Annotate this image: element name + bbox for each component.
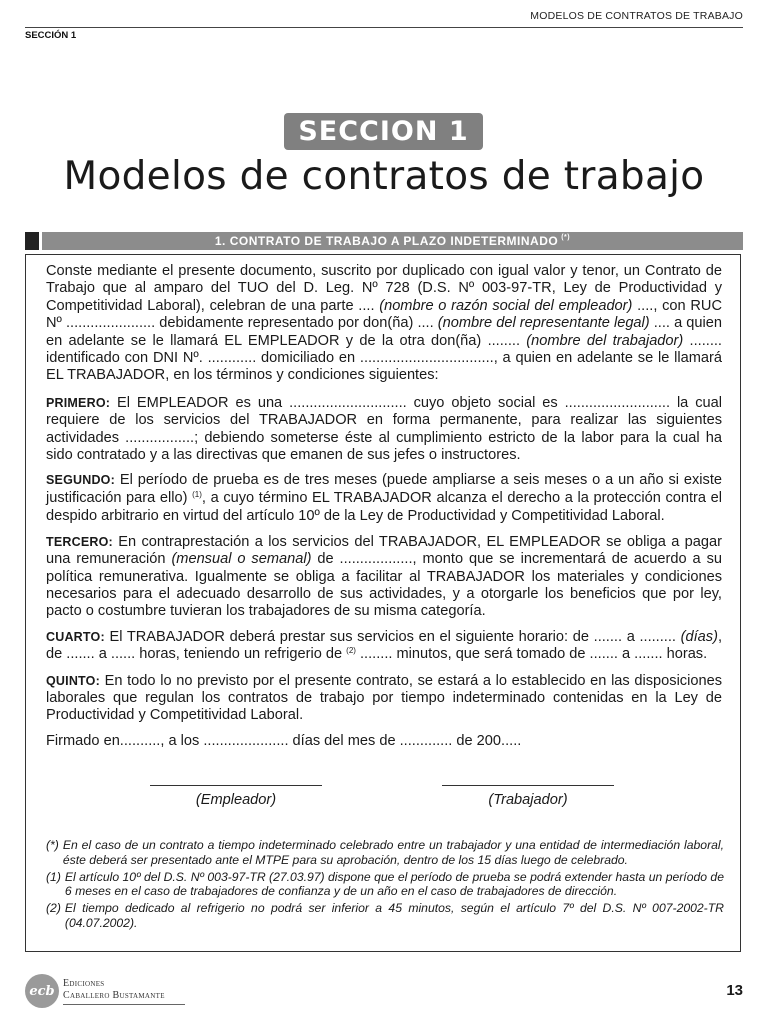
clause-text-quinto: En todo lo no previsto por el presente contrato, se estará a lo establecido en las disposiciones laborales que regulan los contratos de trabajo por tiempo indeterminado contenidas en la Ley de Productividad y Competitividad Laboral. [46,672,722,724]
employer-signature-line [150,785,322,792]
contract-heading-text: 1. CONTRATO DE TRABAJO A PLAZO INDETERMINADO [214,234,559,248]
page-number: 13 [726,982,743,999]
publisher-line-2: Caballero Bustamante [63,989,165,1001]
page-title: Modelos de contratos de trabajo [63,154,705,199]
worker-signature-line [442,785,614,792]
clause-text-cuarto-1: El TRABAJADOR deberá prestar sus servicios en el siguiente horario: de ....... a ......... [104,628,681,645]
intro-text-1: Conste mediante el presente documento, suscrito por duplicado con igual valor y tenor, un Contrato de Trabajo que al amparo del TUO del D. Leg. Nº 728 (D.S. Nº 003-97-TR, Ley de Productividad y Competitividad Laboral), celebran de una parte .... [46,263,722,314]
footnote-mark: (*) [46,838,59,852]
publisher-rule [63,1004,185,1005]
intro-italic-employer: (nombre o razón social del empleador) [379,297,633,314]
footnote-mark: (2) [46,901,61,916]
worker-signature [428,785,628,808]
clause-text-cuarto-3: ........ minutos, que será tomado de ....... a ....... horas. [355,646,708,663]
clause-cuarto [46,629,722,665]
ecb-logo-icon: ecb [25,974,59,1008]
footnote-text: El tiempo dedicado al refrigerio no podrá ser inferior a 45 minutos, según el artículo 7º del D.S. Nº 007-2002-TR (04.07.2002). [64,901,724,930]
clause-italic-cuarto: (días) [680,628,718,645]
clause-primero [46,395,722,465]
clause-text-segundo-1: El período de prueba es de tres meses (puede ampliarse a seis meses o a un año si existe justificación para ello) [46,472,722,506]
clause-label-tercero: TERCERO: [46,534,113,549]
contract-heading-mark: (*) [561,233,571,241]
header-rule [25,27,743,28]
footnote-text: En el caso de un contrato a tiempo indeterminado celebrado entre un trabajador y una entidad de intermediación laboral, éste deberá ser presentado ante el MTPE para su aprobación, dentro de los 15 días luego de celebrado. [62,838,724,867]
clause-label-cuarto: CUARTO: [46,629,105,644]
contract-heading-bar [25,232,743,250]
publisher-logo [25,974,185,1008]
intro-italic-representative: (nombre del representante legal) [437,315,650,332]
section-badge: SECCION 1 [284,113,483,150]
footnote-item [46,870,724,900]
employer-signature-label: (Empleador) [195,792,277,808]
clause-text-tercero-1: En contraprestación a los servicios del TRABAJADOR, EL EMPLEADOR se obliga a pagar una remuneración [46,533,722,568]
publisher-name [63,978,185,1005]
footnote-ref-1: (1) [192,489,202,499]
intro-text-4: ........ identificado con DNI Nº. ............ domiciliado en ................................., a quien en adelante se le llamará EL TRABAJADOR, en los términos y condiciones siguientes: [46,332,722,384]
clause-text-cuarto-2: , de ....... a ...... horas, teniendo un refrigerio de [46,628,722,663]
intro-text-3: .... a quien en adelante se le llamará EL EMPLEADOR y de la otra don(ña) ........ [46,315,722,349]
clause-text-primero: El EMPLEADOR es una ............................. cuyo objeto social es .......................... la cual requiere de los servicios del TRABAJADOR en forma permanente, para realizar las siguientes actividades .................; debiendo someterse éste al cumplimiento estricto de la labor para la cual ha sido contratado y a las directivas que emanen de sus jefes o instructores. [46,394,722,464]
clause-text-segundo-2: , a cuyo término EL TRABAJADOR alcanza el derecho a la protección contra el despido arbitrario en virtud del artículo 10º de la Ley de Productividad y Competitividad Laboral. [46,489,722,525]
intro-paragraph [46,263,722,385]
clause-label-quinto: QUINTO: [46,673,100,688]
clause-label-segundo: SEGUNDO: [46,473,115,488]
contract-heading [42,232,743,250]
intro-italic-worker: (nombre del trabajador) [526,332,684,349]
publisher-line-1: Ediciones [63,977,105,989]
signing-line: Firmado en.........., a los ..................... días del mes de ............. de 200..... [46,732,522,749]
worker-signature-label: (Trabajador) [488,792,568,808]
heading-bar-marker [25,232,39,250]
clause-segundo [46,472,722,525]
contract-body [46,263,722,760]
employer-signature [136,785,336,808]
clause-quinto [46,673,722,725]
running-head: MODELOS DE CONTRATOS DE TRABAJO [530,10,743,22]
footnotes [46,838,724,933]
footnote-item [46,838,724,868]
section-label: SECCIÓN 1 [25,30,77,41]
clause-italic-tercero: (mensual o semanal) [171,551,312,568]
footnote-ref-2: (2) [346,646,356,656]
clause-label-primero: PRIMERO: [46,395,111,410]
clause-text-tercero-2: de .................., monto que se incrementará de acuerdo a su política remunerativa. Igualmente se obliga a facilitar al TRABAJADOR los materiales y condiciones necesarios para el adecuado desarrollo de sus actividades, y a otorgarle los beneficios que por ley, pacto o costumbre tuvieran los trabajadores de su misma categoría. [46,551,722,620]
signature-block [46,785,722,825]
footnote-mark: (1) [46,869,61,884]
footnote-text: El artículo 10º del D.S. Nº 003-97-TR (27.03.97) dispone que el período de prueba se podrá extender hasta un período de 6 meses en el caso de trabajadores de confianza y de un año en el caso de trabajadores de dirección. [64,869,724,899]
clause-tercero [46,534,722,621]
intro-text-2: ...., con RUC Nº ...................... debidamente representado por don(ña) .... [46,297,722,332]
footnote-item [46,901,724,931]
